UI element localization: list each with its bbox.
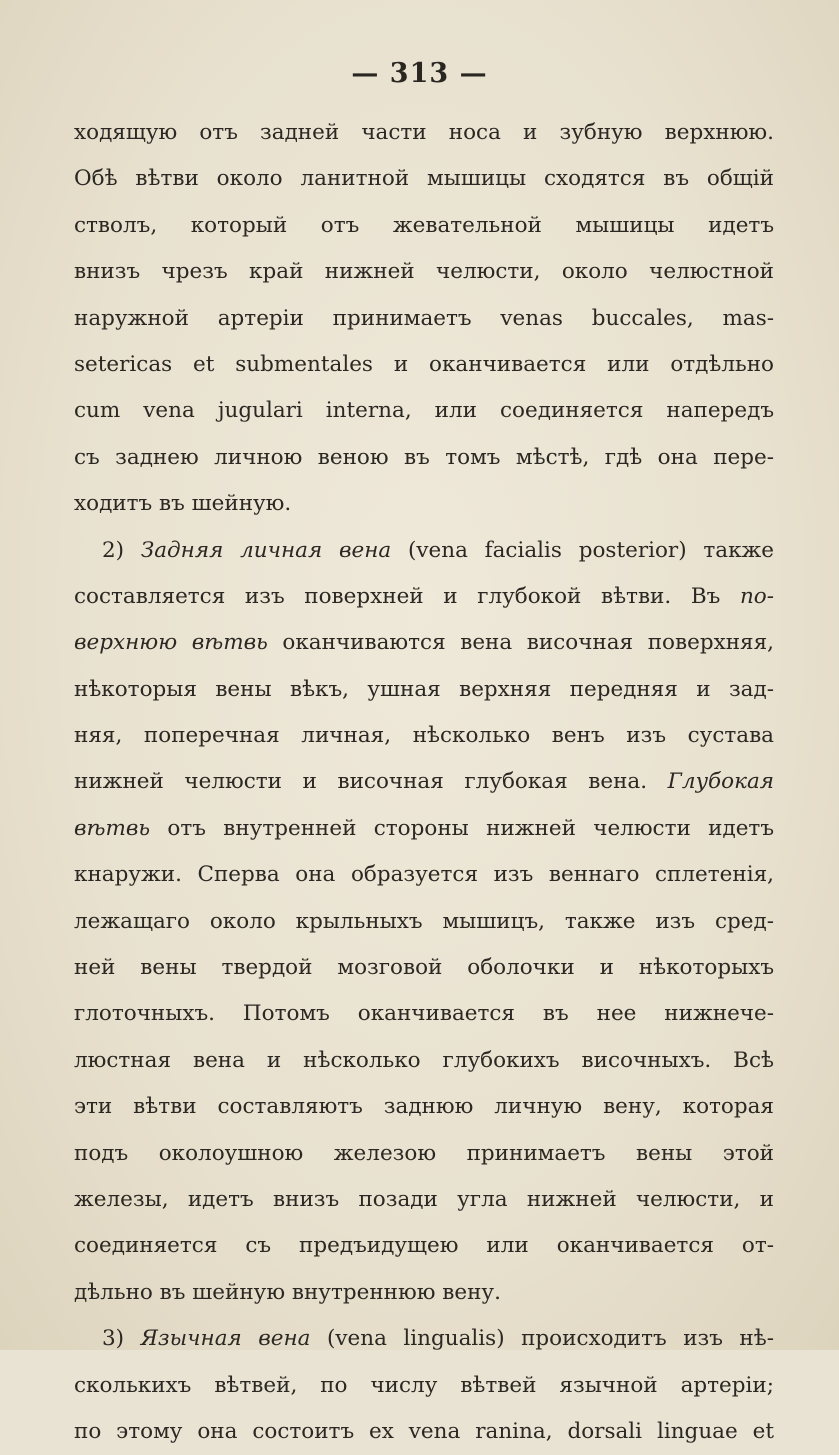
text-line [74,1038,774,1084]
text-line [74,713,774,759]
text-segment: по этому она состоитъ ex vena ranina, dorsali linguae et [74,1418,774,1444]
text-line [74,156,774,202]
text-segment: Обѣ вѣтви около ланитной мышицы сходятся въ общій [74,166,774,192]
text-segment: подъ околоушною железою принимаетъ вены этой [74,1140,774,1166]
text-line [74,899,774,945]
text-line [74,1409,774,1455]
text-line [74,759,774,805]
text-segment: 2) [102,537,141,563]
text-segment: дѣльно въ шейную внутреннюю вену. [74,1279,501,1305]
text-segment: эти вѣтви составляютъ заднюю личную вену, которая [74,1094,774,1120]
text-segment: соединяется съ предъидущею или оканчивается от- [74,1233,774,1259]
text-line [74,203,774,249]
text-segment: ней вены твердой мозговой оболочки и нѣкоторыхъ [74,955,774,981]
italic-term: Язычная вена [140,1326,311,1352]
text-line [74,1177,774,1223]
text-line [74,1223,774,1269]
italic-term: верхнюю вѣтвь [74,630,268,656]
text-segment: внизъ чрезъ край нижней челюсти, около челюстной [74,259,774,285]
text-segment: лежащаго около крыльныхъ мышицъ, также изъ сред- [74,908,774,934]
page-number: — 313 — [351,58,488,89]
italic-term: Задняя личная вена [140,537,392,563]
text-segment: (vena lingualis) происходитъ изъ нѣ- [310,1326,774,1352]
text-segment: съ заднею личною веною въ томъ мѣстѣ, гдѣ она пере- [74,444,774,470]
text-line [74,296,774,342]
text-line [74,1270,774,1316]
text-segment: сколькихъ вѣтвей, по числу вѣтвей язычной артеріи; [74,1372,774,1398]
text-segment: железы, идетъ внизъ позади угла нижней челюсти, и [74,1186,774,1212]
body-text [74,110,774,1455]
text-segment: составляется изъ поверхней и глубокой вѣтви. Въ [74,583,740,609]
text-segment: ходящую отъ задней части носа и зубную верхнюю. [74,120,774,145]
text-line [74,852,774,898]
text-line [74,945,774,991]
text-line [74,1363,774,1409]
italic-term: Глубокая [667,769,774,795]
text-segment: люстная вена и нѣсколько глубокихъ височныхъ. Всѣ [74,1047,774,1073]
text-line [74,991,774,1037]
text-line [74,528,774,574]
text-line [74,806,774,852]
text-segment: оканчиваются вена височная поверхняя, [267,630,774,656]
text-line [74,1131,774,1177]
text-line [74,342,774,388]
text-line [74,1084,774,1130]
text-line [74,574,774,620]
text-line [74,249,774,295]
text-line [74,435,774,481]
text-segment: cum vena jugulari interna, или соединяется напередъ [74,398,774,424]
text-line [74,388,774,434]
text-line [74,481,774,527]
text-line [74,110,774,156]
text-line [74,1316,774,1362]
text-line [74,620,774,666]
text-segment: наружной артеріи принимаетъ venas buccales, mas- [74,305,774,331]
text-segment: 3) [102,1326,141,1352]
text-segment: отъ внутренней стороны нижней челюсти идетъ [150,815,774,841]
text-segment: ходитъ въ шейную. [74,491,292,517]
italic-term: по- [739,583,774,609]
text-segment: нѣкоторыя вены вѣкъ, ушная верхняя передняя и зад- [74,676,774,702]
italic-term: вѣтвь [74,815,151,841]
text-segment: нижней челюсти и височная глубокая вена. [74,769,668,795]
text-segment: няя, поперечная личная, нѣсколько венъ изъ сустава [74,723,774,749]
text-segment: кнаружи. Сперва она образуется изъ веннаго сплетенія, [74,862,774,888]
text-segment: стволъ, который отъ жевательной мышицы идетъ [74,212,774,238]
text-segment: глоточныхъ. Потомъ оканчивается въ нее нижнече- [74,1001,774,1027]
text-segment: (vena facialis posterior) также [391,537,774,563]
text-segment: setericas et submentales и оканчивается или отдѣльно [74,351,774,377]
text-line [74,667,774,713]
